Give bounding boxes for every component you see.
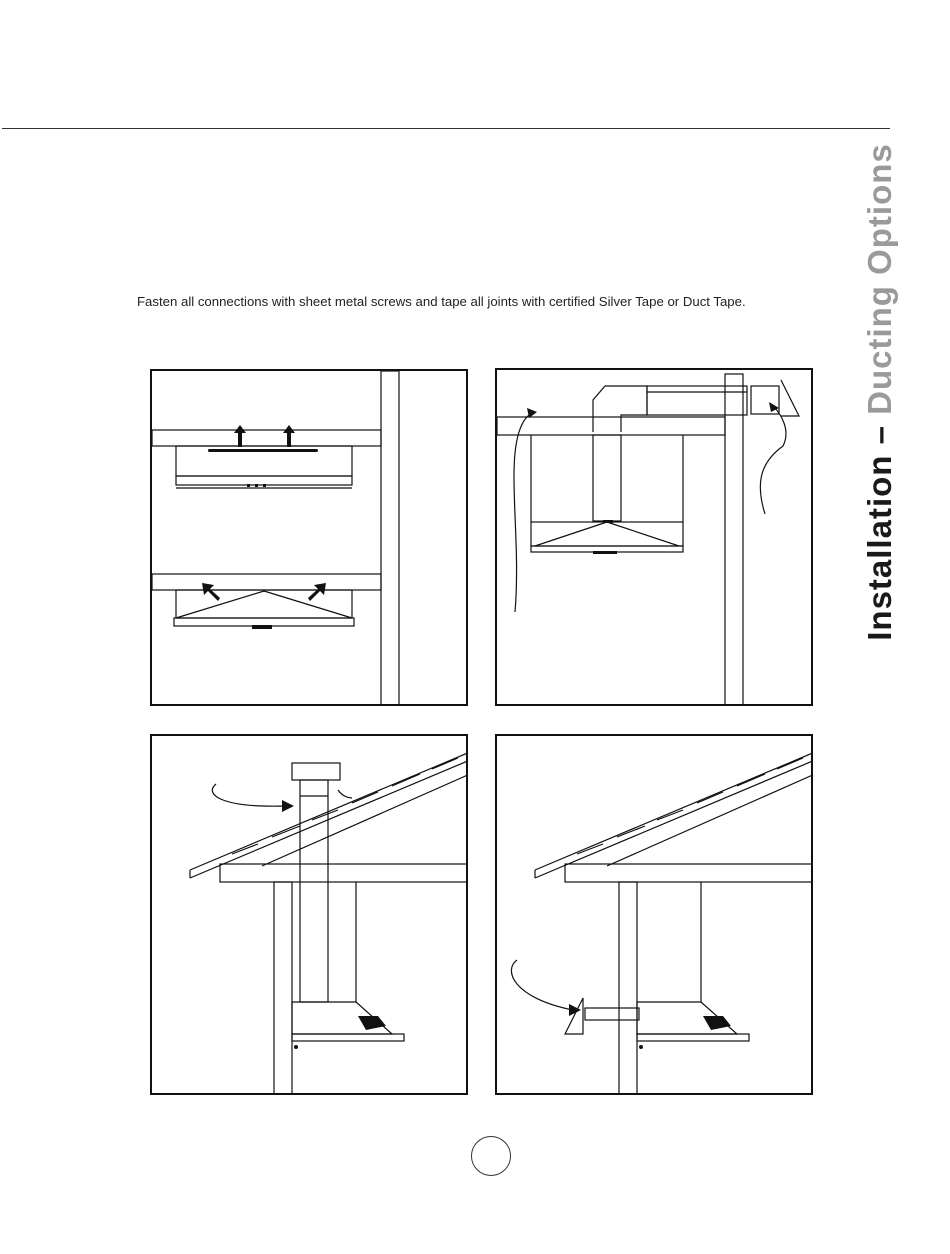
figure-recirculating-drawing xyxy=(152,371,468,706)
figure-wall-under-roof xyxy=(495,734,813,1095)
figure-wall-horizontal xyxy=(495,368,813,706)
side-title xyxy=(861,143,899,641)
figure-roof-vertical-drawing xyxy=(152,736,468,1095)
figure-roof-vertical xyxy=(150,734,468,1095)
figure-recirculating xyxy=(150,369,468,706)
figure-wall-under-roof-drawing xyxy=(497,736,813,1095)
side-title-main: Installation – xyxy=(861,414,898,641)
page-number-circle xyxy=(471,1136,511,1176)
instruction-text: Fasten all connections with sheet metal screws and tape all joints with certified Silver Tape or Duct Tape. xyxy=(137,294,746,309)
figure-wall-horizontal-drawing xyxy=(497,370,813,706)
header-rule xyxy=(2,128,890,129)
side-title-accent: Ducting Options xyxy=(861,143,898,415)
